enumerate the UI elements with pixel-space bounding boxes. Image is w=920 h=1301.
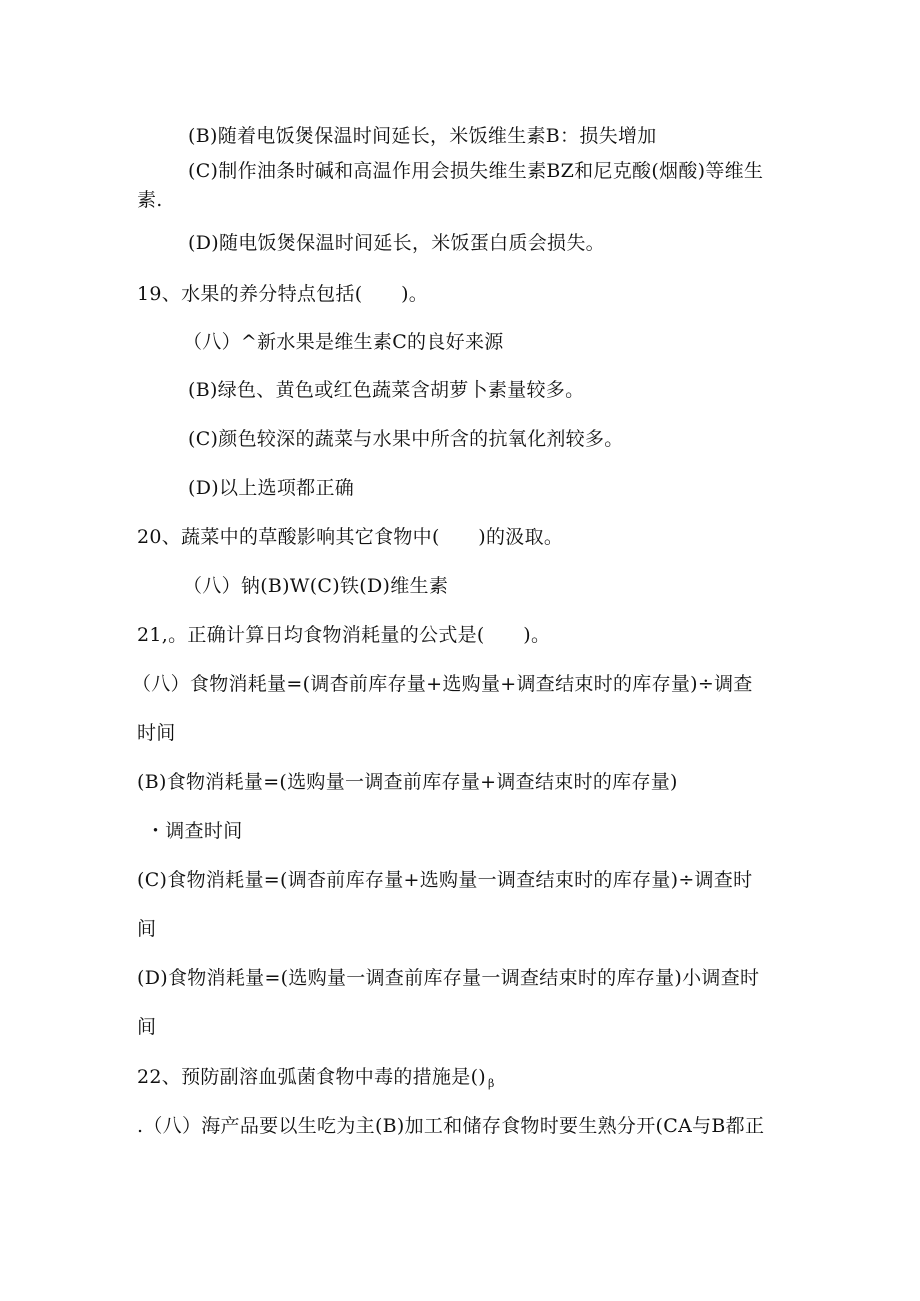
question-22-text: 22、预防副溶血弧菌食物中毒的措施是() [137, 1066, 487, 1088]
options-20: （八）钠(B)W(C)铁(D)维生素 [183, 575, 449, 597]
option-19b: (B)绿色、黄色或红色蔬菜含胡萝卜素量较多。 [188, 379, 585, 401]
question-21: 21,。正确计算日均食物消耗量的公式是( )。 [137, 624, 551, 646]
option-19c: (C)颜色较深的蔬菜与水果中所含的抗氧化剂较多。 [188, 428, 624, 450]
option-19a: （八）^新水果是维生素C的良好来源 [183, 331, 504, 353]
option-18b: (B)随着电饭煲保温时间延长，米饭维生素B：损失增加 [188, 125, 657, 147]
option-21a-continued: 时间 [137, 722, 176, 744]
option-21b-continued: ・调查时间 [146, 820, 243, 842]
question-22-suffix: β [488, 1077, 495, 1090]
option-21a: （八）食物消耗量=(调杳前库存量+选购量+调查结束时的库存量)÷调查 [132, 673, 753, 695]
option-18c-continued: 素. [137, 189, 163, 211]
question-22 [137, 1065, 495, 1096]
option-18d: (D)随电饭煲保温时间延长，米饭蛋白质会损失。 [188, 232, 605, 254]
option-21c-continued: 间 [137, 918, 157, 940]
option-18c: (C)制作油条时碱和高温作用会损失维生素BZ和尼克酸(烟酸)等维生 [188, 160, 764, 182]
option-21d: (D)食物消耗量=(选购量一调查前库存量一调查结束时的库存量)小调查时 [137, 967, 760, 989]
option-21d-continued: 间 [137, 1016, 157, 1038]
option-19d: (D)以上选项都正确 [188, 477, 355, 499]
option-21c: (C)食物消耗量=(调杳前库存量+选购量一调查结束时的库存量)÷调查时 [137, 869, 753, 891]
question-20: 20、蔬菜中的草酸影响其它食物中( )的汲取。 [137, 526, 564, 548]
question-19: 19、水果的养分特点包括( )。 [137, 283, 429, 305]
options-22: .（八）海产品要以生吃为主(B)加工和储存食物时要生熟分开(CA与B都正 [137, 1115, 765, 1137]
option-21b: (B)食物消耗量=(选购量一调查前库存量+调查结束时的库存量) [137, 771, 678, 793]
